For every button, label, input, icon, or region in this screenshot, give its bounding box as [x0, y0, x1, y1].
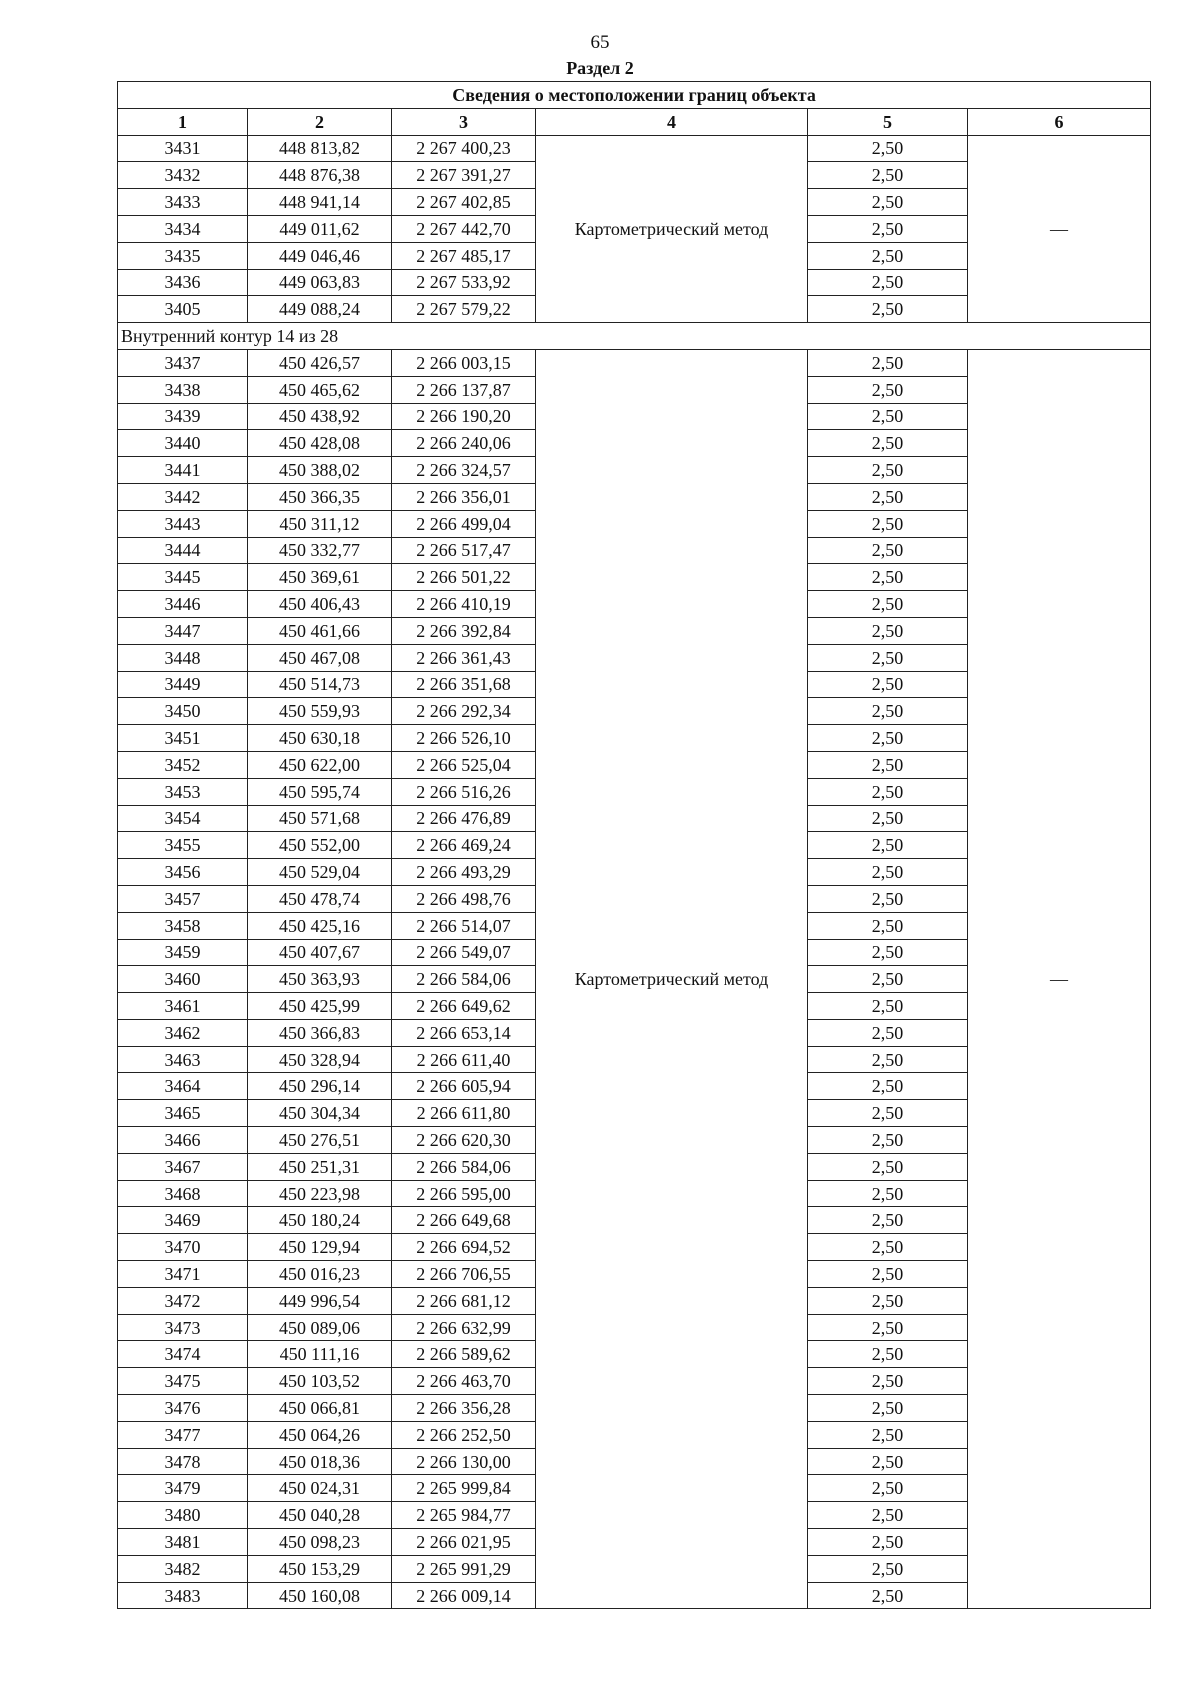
- y-coordinate-cell: 2 266 292,34: [392, 698, 536, 725]
- x-coordinate-cell: 450 438,92: [248, 403, 392, 430]
- accuracy-cell: 2,50: [808, 1180, 968, 1207]
- point-number-cell: 3471: [118, 1261, 248, 1288]
- x-coordinate-cell: 450 622,00: [248, 751, 392, 778]
- accuracy-cell: 2,50: [808, 376, 968, 403]
- y-coordinate-cell: 2 266 516,26: [392, 778, 536, 805]
- x-coordinate-cell: 448 876,38: [248, 162, 392, 189]
- x-coordinate-cell: 450 064,26: [248, 1421, 392, 1448]
- point-number-cell: 3445: [118, 564, 248, 591]
- y-coordinate-cell: 2 266 130,00: [392, 1448, 536, 1475]
- accuracy-cell: 2,50: [808, 269, 968, 296]
- x-coordinate-cell: 450 018,36: [248, 1448, 392, 1475]
- accuracy-cell: 2,50: [808, 644, 968, 671]
- x-coordinate-cell: 450 369,61: [248, 564, 392, 591]
- accuracy-cell: 2,50: [808, 564, 968, 591]
- point-number-cell: 3435: [118, 242, 248, 269]
- point-number-cell: 3476: [118, 1395, 248, 1422]
- method-cell: Картометрический метод: [536, 135, 808, 323]
- point-number-cell: 3468: [118, 1180, 248, 1207]
- x-coordinate-cell: 450 630,18: [248, 725, 392, 752]
- accuracy-cell: 2,50: [808, 1207, 968, 1234]
- point-number-cell: 3441: [118, 457, 248, 484]
- x-coordinate-cell: 450 406,43: [248, 591, 392, 618]
- x-coordinate-cell: 450 296,14: [248, 1073, 392, 1100]
- y-coordinate-cell: 2 266 514,07: [392, 912, 536, 939]
- y-coordinate-cell: 2 266 476,89: [392, 805, 536, 832]
- point-number-cell: 3452: [118, 751, 248, 778]
- accuracy-cell: 2,50: [808, 162, 968, 189]
- point-number-cell: 3447: [118, 617, 248, 644]
- y-coordinate-cell: 2 267 579,22: [392, 296, 536, 323]
- column-header-2: 2: [248, 108, 392, 135]
- column-header-1: 1: [118, 108, 248, 135]
- x-coordinate-cell: 450 467,08: [248, 644, 392, 671]
- y-coordinate-cell: 2 266 632,99: [392, 1314, 536, 1341]
- table-caption-row: [118, 82, 1151, 109]
- accuracy-cell: 2,50: [808, 483, 968, 510]
- y-coordinate-cell: 2 266 493,29: [392, 859, 536, 886]
- x-coordinate-cell: 449 996,54: [248, 1287, 392, 1314]
- accuracy-cell: 2,50: [808, 805, 968, 832]
- x-coordinate-cell: 450 426,57: [248, 349, 392, 376]
- x-coordinate-cell: 450 595,74: [248, 778, 392, 805]
- y-coordinate-cell: 2 267 533,92: [392, 269, 536, 296]
- contour-label: Внутренний контур 14 из 28: [118, 323, 1151, 350]
- point-number-cell: 3460: [118, 966, 248, 993]
- point-number-cell: 3432: [118, 162, 248, 189]
- accuracy-cell: 2,50: [808, 1234, 968, 1261]
- page-number: 65: [590, 32, 610, 53]
- x-coordinate-cell: 450 407,67: [248, 939, 392, 966]
- accuracy-cell: 2,50: [808, 1368, 968, 1395]
- note-cell: —: [968, 135, 1151, 323]
- y-coordinate-cell: 2 266 549,07: [392, 939, 536, 966]
- x-coordinate-cell: 450 276,51: [248, 1127, 392, 1154]
- point-number-cell: 3444: [118, 537, 248, 564]
- y-coordinate-cell: 2 266 526,10: [392, 725, 536, 752]
- accuracy-cell: 2,50: [808, 1073, 968, 1100]
- x-coordinate-cell: 450 388,02: [248, 457, 392, 484]
- x-coordinate-cell: 450 024,31: [248, 1475, 392, 1502]
- x-coordinate-cell: 450 251,31: [248, 1153, 392, 1180]
- point-number-cell: 3434: [118, 215, 248, 242]
- y-coordinate-cell: 2 266 649,62: [392, 993, 536, 1020]
- point-number-cell: 3443: [118, 510, 248, 537]
- x-coordinate-cell: 448 941,14: [248, 189, 392, 216]
- accuracy-cell: 2,50: [808, 1502, 968, 1529]
- point-number-cell: 3456: [118, 859, 248, 886]
- x-coordinate-cell: 450 514,73: [248, 671, 392, 698]
- point-number-cell: 3449: [118, 671, 248, 698]
- accuracy-cell: 2,50: [808, 510, 968, 537]
- column-header-row: [118, 108, 1151, 135]
- x-coordinate-cell: 450 559,93: [248, 698, 392, 725]
- point-number-cell: 3475: [118, 1368, 248, 1395]
- accuracy-cell: 2,50: [808, 912, 968, 939]
- y-coordinate-cell: 2 266 356,28: [392, 1395, 536, 1422]
- y-coordinate-cell: 2 267 391,27: [392, 162, 536, 189]
- y-coordinate-cell: 2 266 324,57: [392, 457, 536, 484]
- y-coordinate-cell: 2 267 442,70: [392, 215, 536, 242]
- x-coordinate-cell: 449 088,24: [248, 296, 392, 323]
- x-coordinate-cell: 450 465,62: [248, 376, 392, 403]
- accuracy-cell: 2,50: [808, 1475, 968, 1502]
- section-title: Раздел 2: [566, 58, 634, 78]
- x-coordinate-cell: 450 366,35: [248, 483, 392, 510]
- y-coordinate-cell: 2 266 584,06: [392, 1153, 536, 1180]
- y-coordinate-cell: 2 266 137,87: [392, 376, 536, 403]
- contour-label-row: [118, 323, 1151, 350]
- table-row: [118, 349, 1151, 376]
- accuracy-cell: 2,50: [808, 859, 968, 886]
- point-number-cell: 3438: [118, 376, 248, 403]
- accuracy-cell: 2,50: [808, 1341, 968, 1368]
- point-number-cell: 3448: [118, 644, 248, 671]
- point-number-cell: 3472: [118, 1287, 248, 1314]
- point-number-cell: 3467: [118, 1153, 248, 1180]
- y-coordinate-cell: 2 266 681,12: [392, 1287, 536, 1314]
- y-coordinate-cell: 2 266 595,00: [392, 1180, 536, 1207]
- x-coordinate-cell: 450 089,06: [248, 1314, 392, 1341]
- point-number-cell: 3431: [118, 135, 248, 162]
- x-coordinate-cell: 450 223,98: [248, 1180, 392, 1207]
- x-coordinate-cell: 450 425,99: [248, 993, 392, 1020]
- point-number-cell: 3470: [118, 1234, 248, 1261]
- point-number-cell: 3465: [118, 1100, 248, 1127]
- point-number-cell: 3482: [118, 1555, 248, 1582]
- y-coordinate-cell: 2 266 190,20: [392, 403, 536, 430]
- y-coordinate-cell: 2 266 356,01: [392, 483, 536, 510]
- point-number-cell: 3473: [118, 1314, 248, 1341]
- accuracy-cell: 2,50: [808, 1100, 968, 1127]
- x-coordinate-cell: 450 425,16: [248, 912, 392, 939]
- x-coordinate-cell: 450 363,93: [248, 966, 392, 993]
- accuracy-cell: 2,50: [808, 939, 968, 966]
- accuracy-cell: 2,50: [808, 403, 968, 430]
- accuracy-cell: 2,50: [808, 1261, 968, 1288]
- y-coordinate-cell: 2 265 999,84: [392, 1475, 536, 1502]
- y-coordinate-cell: 2 266 009,14: [392, 1582, 536, 1609]
- accuracy-cell: 2,50: [808, 457, 968, 484]
- x-coordinate-cell: 450 098,23: [248, 1529, 392, 1556]
- y-coordinate-cell: 2 266 469,24: [392, 832, 536, 859]
- accuracy-cell: 2,50: [808, 671, 968, 698]
- point-number-cell: 3433: [118, 189, 248, 216]
- table-body: [118, 135, 1151, 1609]
- y-coordinate-cell: 2 266 525,04: [392, 751, 536, 778]
- point-number-cell: 3405: [118, 296, 248, 323]
- x-coordinate-cell: 450 304,34: [248, 1100, 392, 1127]
- accuracy-cell: 2,50: [808, 135, 968, 162]
- accuracy-cell: 2,50: [808, 1395, 968, 1422]
- point-number-cell: 3459: [118, 939, 248, 966]
- point-number-cell: 3461: [118, 993, 248, 1020]
- y-coordinate-cell: 2 266 498,76: [392, 885, 536, 912]
- table-caption: Сведения о местоположении границ объекта: [118, 82, 1151, 109]
- y-coordinate-cell: 2 267 400,23: [392, 135, 536, 162]
- y-coordinate-cell: 2 266 620,30: [392, 1127, 536, 1154]
- accuracy-cell: 2,50: [808, 242, 968, 269]
- x-coordinate-cell: 450 111,16: [248, 1341, 392, 1368]
- column-header-5: 5: [808, 108, 968, 135]
- y-coordinate-cell: 2 267 402,85: [392, 189, 536, 216]
- accuracy-cell: 2,50: [808, 993, 968, 1020]
- x-coordinate-cell: 450 103,52: [248, 1368, 392, 1395]
- y-coordinate-cell: 2 265 984,77: [392, 1502, 536, 1529]
- accuracy-cell: 2,50: [808, 1555, 968, 1582]
- point-number-cell: 3455: [118, 832, 248, 859]
- point-number-cell: 3478: [118, 1448, 248, 1475]
- x-coordinate-cell: 450 366,83: [248, 1019, 392, 1046]
- point-number-cell: 3446: [118, 591, 248, 618]
- point-number-cell: 3454: [118, 805, 248, 832]
- x-coordinate-cell: 450 461,66: [248, 617, 392, 644]
- y-coordinate-cell: 2 266 649,68: [392, 1207, 536, 1234]
- y-coordinate-cell: 2 266 392,84: [392, 617, 536, 644]
- accuracy-cell: 2,50: [808, 1582, 968, 1609]
- y-coordinate-cell: 2 266 499,04: [392, 510, 536, 537]
- point-number-cell: 3457: [118, 885, 248, 912]
- x-coordinate-cell: 449 011,62: [248, 215, 392, 242]
- y-coordinate-cell: 2 266 517,47: [392, 537, 536, 564]
- point-number-cell: 3462: [118, 1019, 248, 1046]
- point-number-cell: 3437: [118, 349, 248, 376]
- y-coordinate-cell: 2 266 605,94: [392, 1073, 536, 1100]
- y-coordinate-cell: 2 266 003,15: [392, 349, 536, 376]
- x-coordinate-cell: 450 428,08: [248, 430, 392, 457]
- x-coordinate-cell: 450 529,04: [248, 859, 392, 886]
- accuracy-cell: 2,50: [808, 1019, 968, 1046]
- note-cell: —: [968, 349, 1151, 1608]
- x-coordinate-cell: 450 311,12: [248, 510, 392, 537]
- y-coordinate-cell: 2 266 240,06: [392, 430, 536, 457]
- point-number-cell: 3450: [118, 698, 248, 725]
- x-coordinate-cell: 449 063,83: [248, 269, 392, 296]
- y-coordinate-cell: 2 266 463,70: [392, 1368, 536, 1395]
- y-coordinate-cell: 2 266 584,06: [392, 966, 536, 993]
- accuracy-cell: 2,50: [808, 832, 968, 859]
- table-row: [118, 135, 1151, 162]
- point-number-cell: 3481: [118, 1529, 248, 1556]
- y-coordinate-cell: 2 266 361,43: [392, 644, 536, 671]
- accuracy-cell: 2,50: [808, 591, 968, 618]
- column-header-4: 4: [536, 108, 808, 135]
- y-coordinate-cell: 2 266 611,80: [392, 1100, 536, 1127]
- y-coordinate-cell: 2 266 653,14: [392, 1019, 536, 1046]
- coordinates-table: [117, 81, 1151, 1609]
- column-header-6: 6: [968, 108, 1151, 135]
- y-coordinate-cell: 2 265 991,29: [392, 1555, 536, 1582]
- y-coordinate-cell: 2 266 351,68: [392, 671, 536, 698]
- x-coordinate-cell: 450 129,94: [248, 1234, 392, 1261]
- point-number-cell: 3463: [118, 1046, 248, 1073]
- point-number-cell: 3439: [118, 403, 248, 430]
- accuracy-cell: 2,50: [808, 1287, 968, 1314]
- y-coordinate-cell: 2 266 252,50: [392, 1421, 536, 1448]
- y-coordinate-cell: 2 266 410,19: [392, 591, 536, 618]
- y-coordinate-cell: 2 266 021,95: [392, 1529, 536, 1556]
- x-coordinate-cell: 449 046,46: [248, 242, 392, 269]
- x-coordinate-cell: 450 571,68: [248, 805, 392, 832]
- y-coordinate-cell: 2 266 611,40: [392, 1046, 536, 1073]
- x-coordinate-cell: 450 328,94: [248, 1046, 392, 1073]
- x-coordinate-cell: 450 016,23: [248, 1261, 392, 1288]
- column-header-3: 3: [392, 108, 536, 135]
- x-coordinate-cell: 450 552,00: [248, 832, 392, 859]
- accuracy-cell: 2,50: [808, 885, 968, 912]
- accuracy-cell: 2,50: [808, 778, 968, 805]
- y-coordinate-cell: 2 266 694,52: [392, 1234, 536, 1261]
- accuracy-cell: 2,50: [808, 617, 968, 644]
- point-number-cell: 3442: [118, 483, 248, 510]
- x-coordinate-cell: 450 332,77: [248, 537, 392, 564]
- accuracy-cell: 2,50: [808, 966, 968, 993]
- point-number-cell: 3469: [118, 1207, 248, 1234]
- accuracy-cell: 2,50: [808, 1046, 968, 1073]
- accuracy-cell: 2,50: [808, 698, 968, 725]
- point-number-cell: 3483: [118, 1582, 248, 1609]
- accuracy-cell: 2,50: [808, 1314, 968, 1341]
- point-number-cell: 3466: [118, 1127, 248, 1154]
- accuracy-cell: 2,50: [808, 725, 968, 752]
- x-coordinate-cell: 450 478,74: [248, 885, 392, 912]
- accuracy-cell: 2,50: [808, 1421, 968, 1448]
- accuracy-cell: 2,50: [808, 189, 968, 216]
- point-number-cell: 3474: [118, 1341, 248, 1368]
- point-number-cell: 3464: [118, 1073, 248, 1100]
- y-coordinate-cell: 2 267 485,17: [392, 242, 536, 269]
- point-number-cell: 3436: [118, 269, 248, 296]
- accuracy-cell: 2,50: [808, 751, 968, 778]
- y-coordinate-cell: 2 266 706,55: [392, 1261, 536, 1288]
- point-number-cell: 3440: [118, 430, 248, 457]
- point-number-cell: 3451: [118, 725, 248, 752]
- method-cell: Картометрический метод: [536, 349, 808, 1608]
- y-coordinate-cell: 2 266 589,62: [392, 1341, 536, 1368]
- accuracy-cell: 2,50: [808, 430, 968, 457]
- point-number-cell: 3480: [118, 1502, 248, 1529]
- x-coordinate-cell: 448 813,82: [248, 135, 392, 162]
- accuracy-cell: 2,50: [808, 537, 968, 564]
- x-coordinate-cell: 450 180,24: [248, 1207, 392, 1234]
- x-coordinate-cell: 450 066,81: [248, 1395, 392, 1422]
- accuracy-cell: 2,50: [808, 349, 968, 376]
- accuracy-cell: 2,50: [808, 296, 968, 323]
- point-number-cell: 3458: [118, 912, 248, 939]
- x-coordinate-cell: 450 040,28: [248, 1502, 392, 1529]
- accuracy-cell: 2,50: [808, 1127, 968, 1154]
- point-number-cell: 3453: [118, 778, 248, 805]
- point-number-cell: 3479: [118, 1475, 248, 1502]
- accuracy-cell: 2,50: [808, 1448, 968, 1475]
- y-coordinate-cell: 2 266 501,22: [392, 564, 536, 591]
- accuracy-cell: 2,50: [808, 1529, 968, 1556]
- point-number-cell: 3477: [118, 1421, 248, 1448]
- x-coordinate-cell: 450 153,29: [248, 1555, 392, 1582]
- accuracy-cell: 2,50: [808, 1153, 968, 1180]
- accuracy-cell: 2,50: [808, 215, 968, 242]
- x-coordinate-cell: 450 160,08: [248, 1582, 392, 1609]
